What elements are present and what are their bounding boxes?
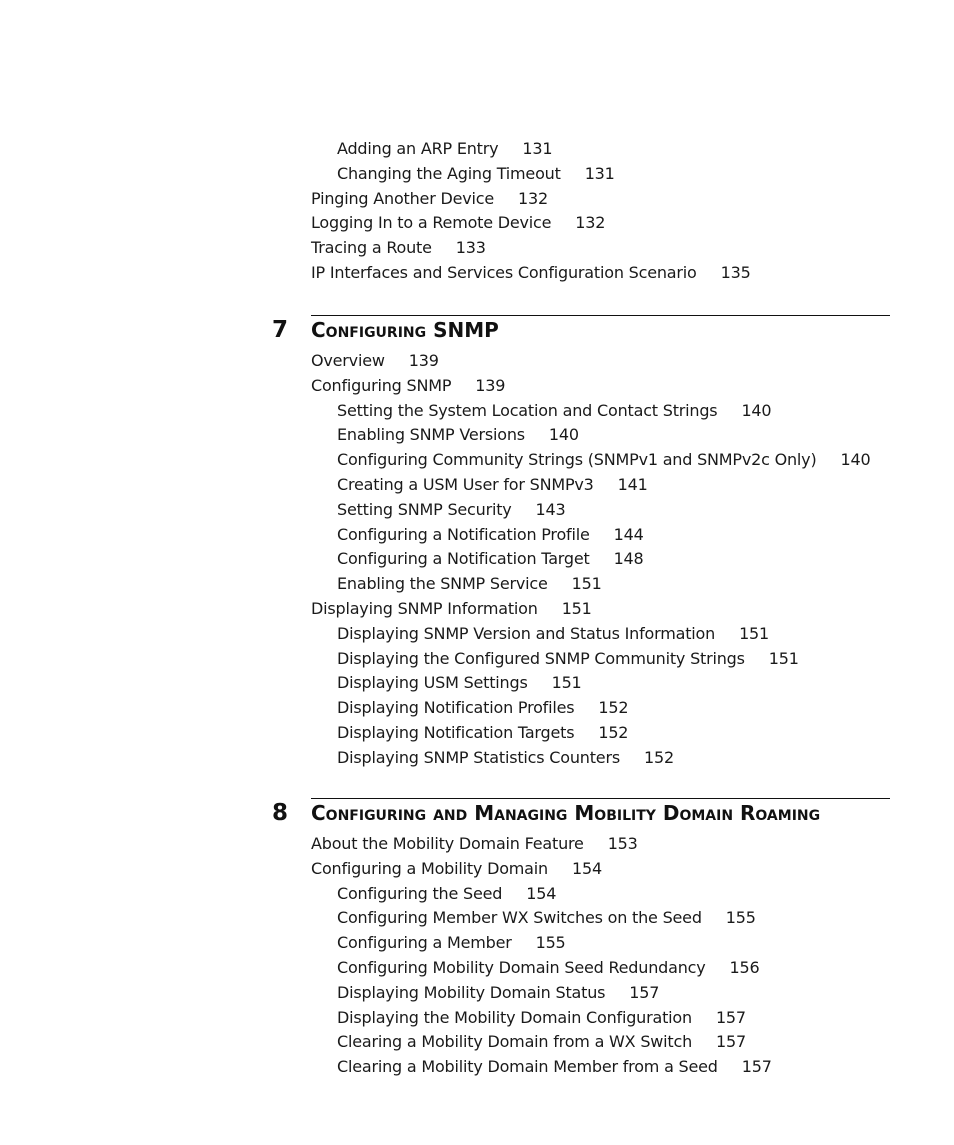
toc-entry-page-number: 157	[715, 1007, 746, 1027]
chapter-number: 7	[272, 317, 289, 343]
toc-entry[interactable]	[311, 238, 486, 258]
toc-entry-title: Configuring a Notification Profile	[337, 524, 590, 544]
toc-entry-title: Displaying SNMP Information	[311, 599, 538, 618]
toc-entry[interactable]	[337, 624, 769, 644]
toc-entry-page-number: 151	[561, 599, 592, 618]
toc-entry-page-number: 157	[716, 1032, 746, 1052]
toc-entry-page-number: 152	[643, 747, 674, 767]
toc-entry-title: Displaying the Mobility Domain Configuration	[337, 1007, 692, 1027]
toc-entry[interactable]	[337, 549, 644, 569]
toc-entry-title: Displaying Notification Targets	[337, 723, 575, 742]
chapter-title[interactable]: Configuring SNMP	[311, 318, 499, 342]
toc-entry[interactable]	[337, 933, 566, 953]
toc-entry-page-number: 132	[517, 188, 548, 208]
toc-entry-title: Overview	[311, 351, 385, 370]
toc-entry[interactable]	[311, 599, 592, 619]
toc-entry-page-number: 131	[584, 163, 615, 183]
toc-entry[interactable]	[311, 859, 602, 879]
toc-entry[interactable]	[337, 908, 756, 928]
toc-entry[interactable]	[337, 1057, 772, 1077]
toc-entry-title: Adding an ARP Entry	[337, 139, 499, 158]
toc-entry-title: Setting the System Location and Contact Strings	[337, 400, 718, 420]
toc-entry-title: Configuring a Notification Target	[337, 549, 590, 569]
toc-entry[interactable]	[337, 139, 552, 159]
toc-entry[interactable]	[337, 1008, 746, 1028]
toc-entry-page-number: 156	[729, 958, 760, 977]
toc-entry-page-number: 140	[741, 400, 772, 420]
toc-entry[interactable]	[337, 723, 628, 743]
toc-entry[interactable]	[337, 500, 566, 520]
toc-entry-title: Creating a USM User for SNMPv3	[337, 475, 594, 494]
toc-entry-page-number: 143	[535, 499, 566, 519]
toc-entry-title: Displaying USM Settings	[337, 673, 528, 693]
toc-entry-page-number: 152	[598, 723, 629, 742]
chapter-heading	[0, 798, 954, 832]
toc-entry-page-number: 139	[475, 375, 506, 395]
toc-entry-title: Configuring Mobility Domain Seed Redundancy	[337, 958, 706, 977]
toc-entry-page-number: 154	[571, 858, 602, 878]
toc-entry-title: Displaying the Configured SNMP Community Strings	[337, 648, 745, 668]
toc-entry-title: Displaying Notification Profiles	[337, 698, 575, 718]
toc-entry[interactable]	[337, 475, 648, 495]
toc-entry-title: Configuring Community Strings (SNMPv1 and SNMPv2c Only)	[337, 450, 817, 470]
toc-entry-title: Configuring SNMP	[311, 375, 452, 395]
toc-entry-page-number: 141	[617, 475, 648, 494]
toc-entry[interactable]	[337, 525, 644, 545]
toc-entry-page-number: 144	[613, 524, 644, 544]
toc-entry-title: Changing the Aging Timeout	[337, 163, 561, 183]
toc-entry-title: Displaying SNMP Version and Status Information	[337, 623, 716, 643]
toc-entry-title: Configuring a Member	[337, 933, 512, 953]
chapter-rule-divider	[311, 798, 890, 799]
toc-entry-title: Configuring Member WX Switches on the Seed	[337, 908, 702, 928]
toc-entry[interactable]	[337, 450, 870, 470]
toc-entry-page-number: 154	[526, 883, 557, 903]
toc-entry-title: Pinging Another Device	[311, 188, 494, 208]
toc-entry[interactable]	[311, 213, 605, 233]
chapter-heading	[0, 315, 954, 349]
toc-entry-page-number: 157	[741, 1057, 772, 1077]
chapter-title[interactable]: Configuring and Managing Mobility Domain Roaming	[311, 801, 821, 825]
toc-entry[interactable]	[337, 401, 771, 421]
toc-entry-title: Clearing a Mobility Domain Member from a Seed	[337, 1057, 718, 1077]
toc-entry[interactable]	[337, 958, 759, 978]
toc-entry-page-number: 132	[575, 213, 606, 233]
toc-entry[interactable]	[311, 834, 638, 854]
toc-entry[interactable]	[337, 1032, 746, 1052]
toc-entry-title: Displaying SNMP Statistics Counters	[337, 747, 620, 767]
chapter-number: 8	[272, 800, 289, 826]
toc-entry-page-number: 148	[613, 549, 644, 569]
toc-entry[interactable]	[311, 376, 505, 396]
toc-entry-page-number: 139	[408, 351, 439, 370]
toc-entry-title: Clearing a Mobility Domain from a WX Switch	[337, 1032, 693, 1052]
toc-entry[interactable]	[337, 649, 799, 669]
toc-entry[interactable]	[337, 698, 628, 718]
toc-entry-page-number: 140	[548, 425, 579, 445]
toc-entry-page-number: 135	[720, 263, 751, 282]
toc-entry[interactable]	[337, 673, 582, 693]
toc-entry-title: Enabling SNMP Versions	[337, 425, 525, 445]
toc-entry-page-number: 155	[725, 908, 756, 928]
chapter-rule-divider	[311, 315, 890, 316]
toc-entry[interactable]	[311, 351, 439, 371]
toc-entry-page-number: 151	[551, 673, 582, 693]
toc-entry-page-number: 155	[535, 933, 566, 953]
toc-entry-title: Configuring the Seed	[337, 883, 503, 903]
toc-entry-title: IP Interfaces and Services Configuration Scenario	[311, 263, 697, 282]
toc-entry[interactable]	[337, 983, 659, 1003]
toc-entry-page-number: 131	[522, 139, 553, 158]
toc-entry-page-number: 153	[607, 834, 638, 853]
toc-entry-title: Configuring a Mobility Domain	[311, 858, 548, 878]
toc-entry[interactable]	[311, 189, 548, 209]
toc-entry[interactable]	[311, 263, 751, 283]
toc-entry-title: Setting SNMP Security	[337, 499, 512, 519]
toc-entry-page-number: 151	[739, 623, 770, 643]
toc-entry-page-number: 151	[571, 574, 602, 594]
toc-entry[interactable]	[337, 884, 556, 904]
toc-entry-page-number: 157	[629, 982, 660, 1002]
toc-entry-page-number: 140	[840, 450, 871, 470]
toc-entry-title: Logging In to a Remote Device	[311, 213, 552, 233]
toc-entry-title: Enabling the SNMP Service	[337, 574, 548, 594]
toc-entry-page-number: 133	[455, 238, 486, 258]
toc-entry-page-number: 152	[598, 698, 629, 718]
toc-entry[interactable]	[337, 748, 674, 768]
toc-entry[interactable]	[337, 574, 602, 594]
toc-entry-page-number: 151	[768, 648, 799, 668]
toc-entry[interactable]	[337, 164, 615, 184]
toc-entry-title: About the Mobility Domain Feature	[311, 834, 584, 853]
toc-entry[interactable]	[337, 425, 579, 445]
toc-entry-title: Tracing a Route	[311, 238, 432, 258]
toc-entry-title: Displaying Mobility Domain Status	[337, 982, 606, 1002]
